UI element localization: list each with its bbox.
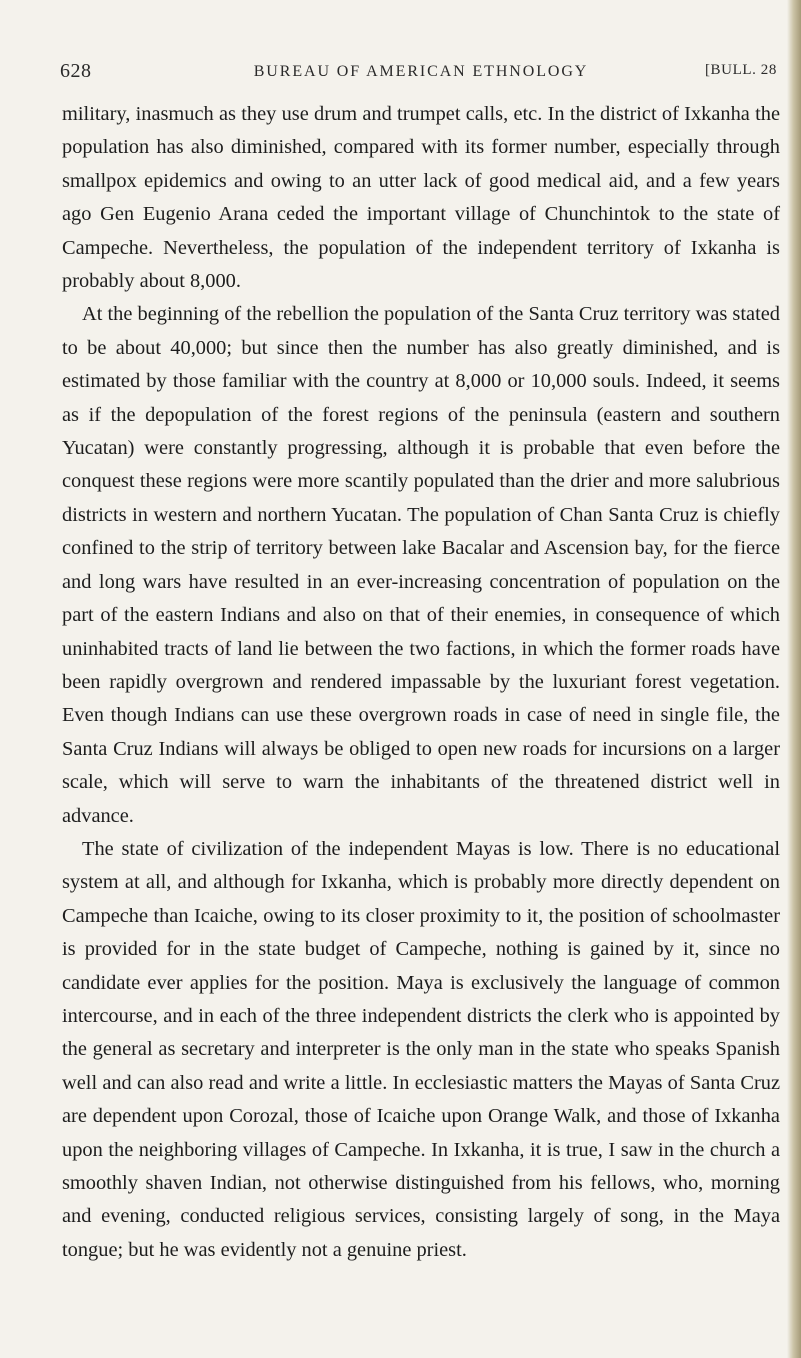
page-edge-shadow bbox=[787, 0, 801, 1358]
page-number: 628 bbox=[60, 60, 92, 82]
body-text bbox=[62, 98, 780, 1267]
running-title: BUREAU OF AMERICAN ETHNOLOGY bbox=[253, 63, 589, 80]
paragraph-3: The state of civilization of the independent Mayas is low. There is no educational system at all, and although for Ixkanha, which is probably more directly dependent on Campeche than Icaiche, owing to its closer proximity to it, the position of schoolmaster is provided for in the state budget of Campeche, nothing is gained by it, since no candidate ever applies for the position. Maya is exclusively the language of common intercourse, and in each of the three independent districts the clerk who is appointed by the general as secretary and interpreter is the only man in the state who speaks Spanish well and can also read and write a little. In ecclesiastic matters the Mayas of Santa Cruz are dependent upon Corozal, those of Icaiche upon Orange Walk, and those of Ixkanha upon the neighboring villages of Campeche. In Ixkanha, it is true, I saw in the church a smoothly shaven Indian, not otherwise distinguished from his fellows, who, morning and evening, conducted religious services, consisting largely of song, in the Maya tongue; but he was evidently not a genuine priest. bbox=[62, 837, 780, 1261]
paragraph-2: At the beginning of the rebellion the population of the Santa Cruz territory was stated to be about 40,000; but since then the number has also greatly diminished, and is estimated by those familiar with the country at 8,000 or 10,000 souls. Indeed, it seems as if the depopulation of the forest regions of the peninsula (eastern and southern Yucatan) were constantly progressing, although it is probable that even before the conquest these regions were more scantily populated than the drier and more salubrious districts in western and northern Yucatan. The population of Chan Santa Cruz is chiefly confined to the strip of territory between lake Bacalar and Ascension bay, for the fierce and long wars have resulted in an ever-increasing concentration of population on the part of the eastern Indians and also on that of their enemies, in consequence of which uninhabited tracts of land lie between the two factions, in which the former roads have been rapidly overgrown and rendered impassable by the luxuriant forest vegetation. Even though Indians can use these overgrown roads in case of need in single file, the Santa Cruz Indians will always be obliged to open new roads for incursions on a larger scale, which will serve to warn the inhabitants of the threatened district well in advance. bbox=[62, 303, 780, 827]
book-page bbox=[62, 60, 780, 1267]
bulletin-number: [BULL. 28 bbox=[704, 62, 777, 78]
running-head bbox=[62, 60, 780, 90]
paragraph-1: military, inasmuch as they use drum and trumpet calls, etc. In the district of Ixkanha the population has also diminished, compared with its former number, especially through smallpox epidemics and owing to an utter lack of good medical aid, and a few years ago Gen Eugenio Arana ceded the important village of Chunchintok to the state of Campeche. Nevertheless, the population of the independent territory of Ixkanha is probably about 8,000. bbox=[62, 103, 780, 293]
